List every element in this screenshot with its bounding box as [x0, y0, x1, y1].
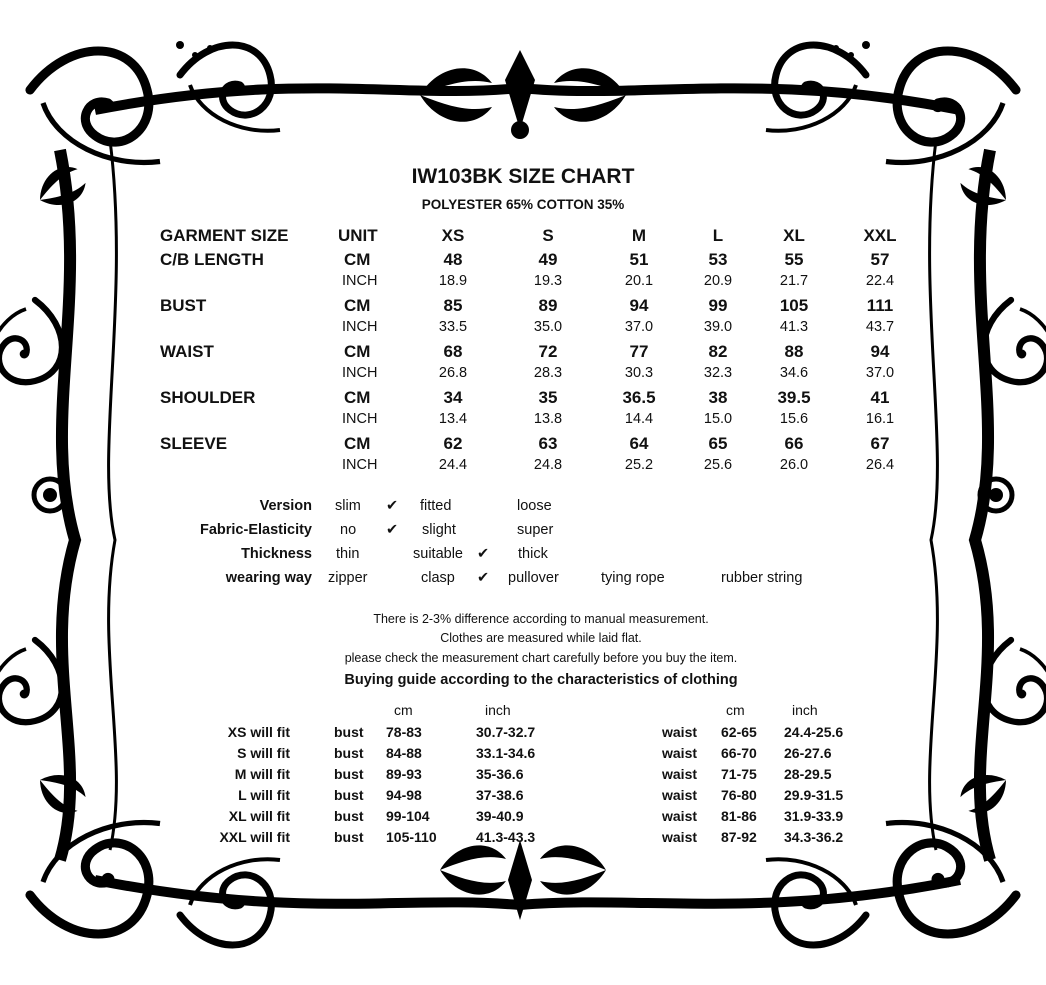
- inch-value-c-b-length: 19.3: [533, 273, 563, 289]
- version-label: Version: [259, 498, 312, 514]
- guide-bust-label: bust: [334, 829, 364, 845]
- guide-waist-inch: 26-27.6: [784, 745, 832, 761]
- version-option-slim: slim: [335, 498, 361, 514]
- cm-value-shoulder: 35: [538, 388, 558, 407]
- cm-value-c-b-length: 55: [784, 250, 804, 269]
- elasticity-check-icon: ✔: [386, 522, 399, 538]
- garment-size-header: GARMENT SIZE: [160, 226, 289, 245]
- size-header-xl: XL: [783, 226, 805, 245]
- guide-waist-inch-header: inch: [792, 702, 818, 718]
- inch-value-bust: 41.3: [779, 319, 809, 335]
- inch-value-c-b-length: 18.9: [438, 273, 468, 289]
- guide-waist-cm: 87-92: [721, 829, 757, 845]
- cm-value-waist: 72: [538, 342, 558, 361]
- guide-waist-label: waist: [662, 745, 698, 761]
- inch-value-c-b-length: 22.4: [865, 273, 895, 289]
- wearing-option-pullover: pullover: [508, 570, 559, 586]
- row-label-waist: WAIST: [160, 342, 214, 361]
- cm-value-shoulder: 41: [870, 388, 890, 407]
- wearing-option-rubber-string: rubber string: [721, 570, 803, 586]
- guide-waist-cm: 62-65: [721, 724, 757, 740]
- guide-waist-cm: 66-70: [721, 745, 757, 761]
- cm-value-shoulder: 36.5: [622, 388, 656, 407]
- guide-waist-inch: 28-29.5: [784, 766, 832, 782]
- unit-header: UNIT: [338, 226, 378, 245]
- guide-fit-label: L will fit: [238, 787, 290, 803]
- inch-value-bust: 37.0: [624, 319, 654, 335]
- cm-value-waist: 88: [784, 342, 804, 361]
- thickness-check-icon: ✔: [477, 546, 490, 562]
- cm-value-c-b-length: 57: [870, 250, 890, 269]
- thickness-option-suitable: suitable: [413, 546, 463, 562]
- guide-waist-label: waist: [662, 787, 698, 803]
- guide-bust-label: bust: [334, 787, 364, 803]
- cm-value-sleeve: 67: [870, 434, 890, 453]
- unit-cm-sleeve: CM: [344, 434, 371, 453]
- inch-value-waist: 30.3: [624, 365, 654, 381]
- guide-waist-cm: 71-75: [721, 766, 757, 782]
- cm-value-sleeve: 62: [443, 434, 463, 453]
- cm-value-shoulder: 34: [443, 388, 463, 407]
- guide-waist-cm: 76-80: [721, 787, 757, 803]
- guide-fit-label: M will fit: [234, 766, 290, 782]
- inch-value-shoulder: 16.1: [865, 411, 895, 427]
- guide-fit-label: S will fit: [237, 745, 290, 761]
- version-option-fitted: fitted: [420, 498, 452, 514]
- size-header-xxl: XXL: [863, 226, 897, 245]
- cm-value-waist: 68: [443, 342, 463, 361]
- guide-waist-cm-header: cm: [726, 702, 745, 718]
- version-option-loose: loose: [517, 498, 552, 514]
- version-check-icon: ✔: [386, 498, 399, 514]
- guide-waist-inch: 29.9-31.5: [784, 787, 844, 803]
- inch-value-sleeve: 25.6: [703, 457, 733, 473]
- size-header-s: S: [542, 226, 554, 245]
- inch-value-shoulder: 15.0: [703, 411, 733, 427]
- cm-value-bust: 89: [538, 296, 558, 315]
- cm-value-sleeve: 66: [784, 434, 804, 453]
- guide-waist-inch: 24.4-25.6: [784, 724, 844, 740]
- inch-value-sleeve: 25.2: [624, 457, 654, 473]
- inch-value-bust: 39.0: [703, 319, 733, 335]
- inch-value-c-b-length: 21.7: [779, 273, 809, 289]
- cm-value-bust: 99: [708, 296, 728, 315]
- wearing-option-zipper: zipper: [328, 570, 368, 586]
- unit-inch-c-b-length: INCH: [342, 273, 378, 289]
- inch-value-waist: 28.3: [533, 365, 563, 381]
- guide-bust-inch: 39-40.9: [476, 808, 524, 824]
- guide-bust-label: bust: [334, 808, 364, 824]
- inch-value-waist: 26.8: [438, 365, 468, 381]
- size-header-m: M: [631, 226, 647, 245]
- elasticity-option-super: super: [517, 522, 554, 538]
- note-laid-flat: Clothes are measured while laid flat.: [440, 631, 642, 645]
- guide-waist-cm: 81-86: [721, 808, 757, 824]
- row-label-shoulder: SHOULDER: [160, 388, 256, 407]
- cm-value-waist: 94: [870, 342, 890, 361]
- unit-cm-waist: CM: [344, 342, 371, 361]
- guide-bust-cm: 89-93: [386, 766, 422, 782]
- wearing-way-label: wearing way: [225, 570, 312, 586]
- guide-waist-inch: 31.9-33.9: [784, 808, 844, 824]
- wearing-option-clasp: clasp: [421, 570, 455, 586]
- inch-value-sleeve: 24.8: [533, 457, 563, 473]
- unit-cm-bust: CM: [344, 296, 371, 315]
- inch-value-shoulder: 13.8: [533, 411, 563, 427]
- guide-bust-label: bust: [334, 745, 364, 761]
- cm-value-c-b-length: 48: [443, 250, 463, 269]
- guide-bust-inch: 41.3-43.3: [476, 829, 536, 845]
- guide-bust-inch: 37-38.6: [476, 787, 524, 803]
- fabric-composition: POLYESTER 65% COTTON 35%: [421, 197, 625, 212]
- guide-bust-cm-header: cm: [394, 702, 413, 718]
- cm-value-bust: 111: [866, 296, 894, 315]
- unit-inch-bust: INCH: [342, 319, 378, 335]
- wearing-option-tying-rope: tying rope: [601, 570, 665, 586]
- cm-value-shoulder: 39.5: [777, 388, 811, 407]
- inch-value-sleeve: 24.4: [438, 457, 468, 473]
- cm-value-waist: 82: [708, 342, 728, 361]
- unit-inch-shoulder: INCH: [342, 411, 378, 427]
- buying-guide-title: Buying guide according to the characteristics of clothing: [344, 672, 738, 688]
- inch-value-shoulder: 13.4: [438, 411, 468, 427]
- guide-bust-cm: 78-83: [386, 724, 422, 740]
- row-label-sleeve: SLEEVE: [160, 434, 228, 453]
- guide-bust-cm: 84-88: [386, 745, 422, 761]
- inch-value-bust: 35.0: [533, 319, 563, 335]
- unit-cm-c-b-length: CM: [344, 250, 371, 269]
- guide-bust-inch-header: inch: [485, 702, 511, 718]
- cm-value-c-b-length: 53: [708, 250, 728, 269]
- row-label-bust: BUST: [160, 296, 207, 315]
- guide-waist-label: waist: [662, 829, 698, 845]
- cm-value-bust: 94: [629, 296, 649, 315]
- inch-value-waist: 32.3: [703, 365, 733, 381]
- cm-value-c-b-length: 49: [538, 250, 558, 269]
- guide-bust-label: bust: [334, 766, 364, 782]
- guide-bust-inch: 30.7-32.7: [476, 724, 536, 740]
- row-label-c-b-length: C/B LENGTH: [160, 250, 264, 269]
- inch-value-sleeve: 26.0: [779, 457, 809, 473]
- guide-bust-inch: 35-36.6: [476, 766, 524, 782]
- guide-waist-label: waist: [662, 724, 698, 740]
- inch-value-bust: 33.5: [438, 319, 468, 335]
- guide-fit-label: XS will fit: [227, 724, 290, 740]
- thickness-label: Thickness: [241, 546, 312, 562]
- size-header-xs: XS: [441, 226, 465, 245]
- inch-value-waist: 34.6: [779, 365, 809, 381]
- guide-bust-inch: 33.1-34.6: [476, 745, 536, 761]
- note-check-chart: please check the measurement chart carefully before you buy the item.: [344, 651, 738, 665]
- note-measurement-difference: There is 2-3% difference according to manual measurement.: [373, 612, 709, 626]
- guide-bust-cm: 99-104: [386, 808, 430, 824]
- cm-value-sleeve: 65: [708, 434, 728, 453]
- guide-waist-inch: 34.3-36.2: [784, 829, 844, 845]
- guide-bust-cm: 105-110: [386, 829, 437, 845]
- cm-value-sleeve: 63: [538, 434, 558, 453]
- inch-value-shoulder: 15.6: [779, 411, 809, 427]
- cm-value-shoulder: 38: [708, 388, 728, 407]
- size-header-l: L: [712, 226, 724, 245]
- cm-value-bust: 85: [443, 296, 463, 315]
- guide-fit-label: XXL will fit: [219, 829, 290, 845]
- elasticity-option-slight: slight: [422, 522, 456, 538]
- elasticity-option-no: no: [340, 522, 357, 538]
- inch-value-waist: 37.0: [865, 365, 895, 381]
- inch-value-bust: 43.7: [865, 319, 895, 335]
- elasticity-label: Fabric-Elasticity: [199, 522, 312, 538]
- inch-value-c-b-length: 20.9: [703, 273, 733, 289]
- cm-value-c-b-length: 51: [629, 250, 649, 269]
- cm-value-sleeve: 64: [629, 434, 649, 453]
- unit-inch-waist: INCH: [342, 365, 378, 381]
- chart-title: IW103BK SIZE CHART: [411, 165, 635, 188]
- inch-value-sleeve: 26.4: [865, 457, 895, 473]
- wearing-check-icon: ✔: [477, 570, 490, 586]
- inch-value-shoulder: 14.4: [624, 411, 654, 427]
- unit-inch-sleeve: INCH: [342, 457, 378, 473]
- guide-fit-label: XL will fit: [228, 808, 290, 824]
- cm-value-waist: 77: [629, 342, 649, 361]
- guide-bust-cm: 94-98: [386, 787, 422, 803]
- guide-waist-label: waist: [662, 766, 698, 782]
- thickness-option-thin: thin: [336, 546, 360, 562]
- inch-value-c-b-length: 20.1: [624, 273, 654, 289]
- thickness-option-thick: thick: [518, 546, 548, 562]
- guide-waist-label: waist: [662, 808, 698, 824]
- guide-bust-label: bust: [334, 724, 364, 740]
- cm-value-bust: 105: [779, 296, 809, 315]
- unit-cm-shoulder: CM: [344, 388, 371, 407]
